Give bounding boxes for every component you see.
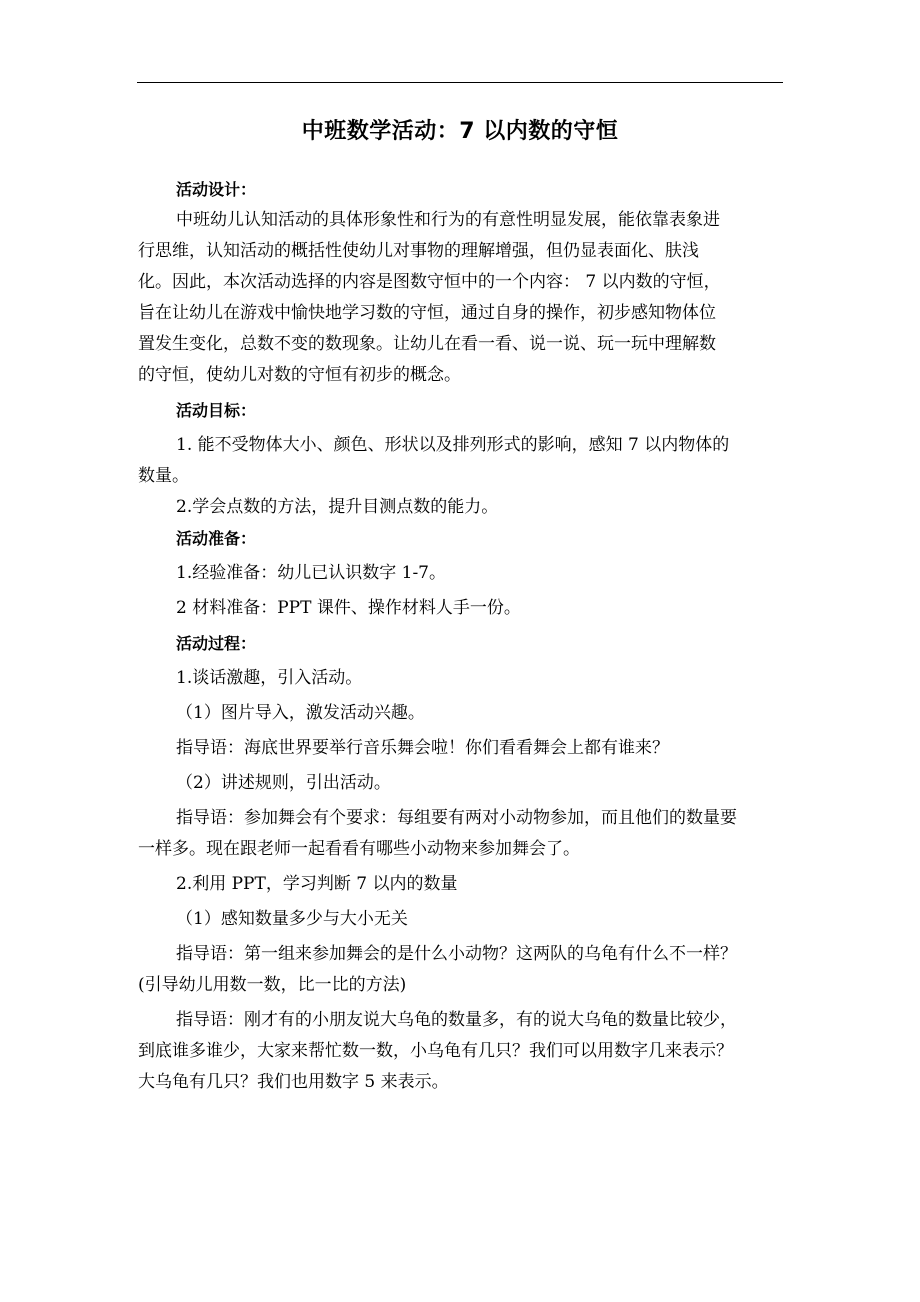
process-step: 2.利用 PPT，学习判断 7 以内的数量 [176, 874, 458, 894]
paragraph-line: 的守恒，使幼儿对数的守恒有初步的概念。 [138, 365, 461, 385]
guide-line: 指导语：第一组来参加舞会的是什么小动物？这两队的乌龟有什么不一样？ [176, 944, 737, 964]
guide-line: 指导语：海底世界要举行音乐舞会啦！你们看看舞会上都有谁来？ [176, 738, 669, 758]
prep-item: 1.经验准备：幼儿已认识数字 1-7。 [176, 563, 446, 583]
goal-item-continued: 数量。 [138, 466, 189, 486]
guide-line: 大乌龟有几只？我们也用数字 5 来表示。 [138, 1072, 449, 1092]
paragraph-line: 中班幼儿认知活动的具体形象性和行为的有意性明显发展，能依靠表象进 [176, 210, 720, 230]
process-substep: （1）图片导入，激发活动兴趣。 [176, 703, 425, 723]
guide-line: 指导语：参加舞会有个要求：每组要有两对小动物参加，而且他们的数量要 [176, 808, 737, 828]
document-title: 中班数学活动：7 以内数的守恒 [301, 119, 619, 144]
paragraph-line: 行思维，认知活动的概括性使幼儿对事物的理解增强，但仍显表面化、肤浅 [138, 241, 699, 261]
guide-line: (引导幼儿用数一数，比一比的方法) [138, 975, 407, 995]
guide-line: 指导语：刚才有的小朋友说大乌龟的数量多，有的说大乌龟的数量比较少， [176, 1010, 737, 1030]
guide-line: 一样多。现在跟老师一起看看有哪些小动物来参加舞会了。 [138, 839, 580, 859]
paragraph-line: 化。因此，本次活动选择的内容是图数守恒中的一个内容： 7 以内数的守恒， [138, 272, 721, 292]
goal-item: 2.学会点数的方法，提升目测点数的能力。 [176, 497, 499, 517]
header-rule [137, 82, 783, 83]
prep-item: 2 材料准备：PPT 课件、操作材料人手一份。 [176, 598, 521, 618]
paragraph-line: 旨在让幼儿在游戏中愉快地学习数的守恒，通过自身的操作，初步感知物体位 [138, 303, 716, 323]
process-heading: 活动过程： [176, 634, 257, 653]
guide-line: 到底谁多谁少，大家来帮忙数一数，小乌龟有几只？我们可以用数字几来表示？ [138, 1041, 733, 1061]
paragraph-line: 置发生变化，总数不变的数现象。让幼儿在看一看、说一说、玩一玩中理解数 [138, 334, 716, 354]
design-heading: 活动设计： [176, 180, 257, 199]
goal-item: 1. 能不受物体大小、颜色、形状以及排列形式的影响，感知 7 以内物体的 [176, 435, 730, 455]
goals-heading: 活动目标： [176, 401, 257, 420]
prep-heading: 活动准备： [176, 529, 257, 548]
process-substep: （1）感知数量多少与大小无关 [176, 909, 408, 929]
document-body [138, 174, 784, 1098]
process-step: 1.谈话激趣，引入活动。 [176, 668, 363, 688]
process-substep: （2）讲述规则，引出活动。 [176, 773, 391, 793]
